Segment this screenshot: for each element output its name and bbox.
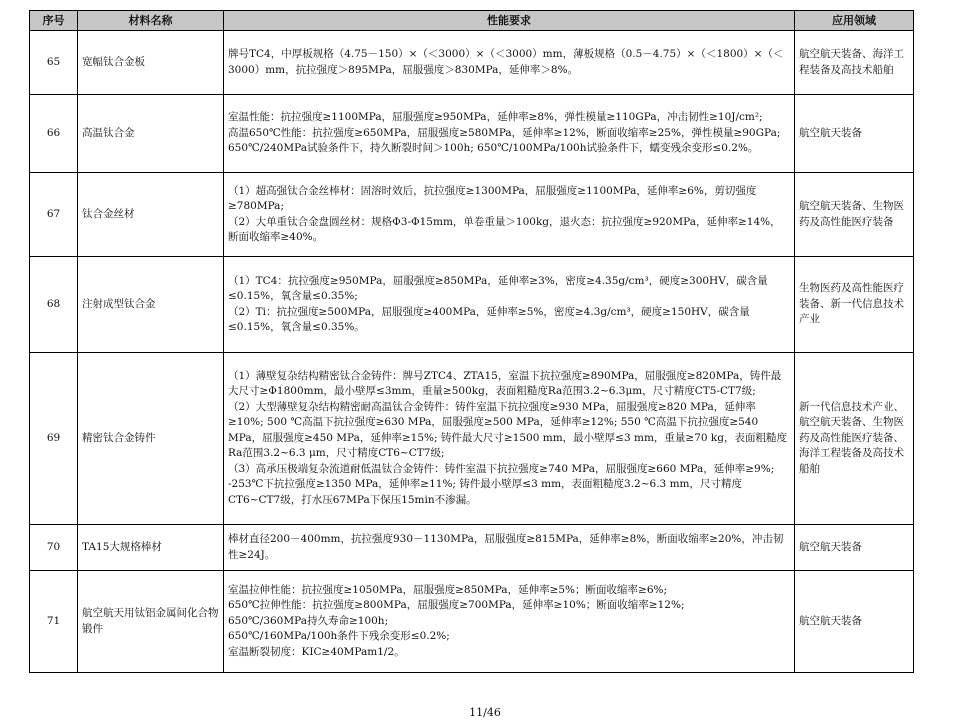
requirement-line: （3）高承压极端复杂流道耐低温钛合金铸件：铸件室温下抗拉强度≥740 MPa，屈服强度≥660 MPa，延伸率≥9%; -253℃下抗拉强度≥1350 MPa，延伸率≥11%; 铸件最小壁厚≤3 mm，表面粗糙度3.2~6.3 mm，尺寸精度CT6~CT7级，打水压67MPa下保压15min不渗漏。 bbox=[228, 462, 775, 506]
table-header-row bbox=[30, 11, 914, 31]
row-number: 67 bbox=[30, 173, 78, 257]
header-application: 应用领域 bbox=[795, 11, 914, 31]
requirements-cell bbox=[224, 257, 795, 353]
application-cell: 生物医药及高性能医疗装备、新一代信息技术产业 bbox=[795, 257, 914, 353]
header-no: 序号 bbox=[30, 11, 78, 31]
table-row bbox=[30, 31, 914, 95]
requirement-line: （2）大单重钛合金盘圆丝材：规格Φ3-Φ15mm，单卷重量＞100kg，退火态：抗拉强度≥920MPa，延伸率≥14%，断面收缩率≥40%。 bbox=[228, 215, 781, 243]
application-cell: 新一代信息技术产业、航空航天装备、生物医药及高性能医疗装备、海洋工程装备及高技术船舶 bbox=[795, 353, 914, 525]
page-number: 11/46 bbox=[469, 706, 501, 719]
header-material-name: 材料名称 bbox=[78, 11, 224, 31]
requirement-line: 室温性能：抗拉强度≥1100MPa，屈服强度≥950MPa，延伸率≥8%，弹性模量≥110GPa，冲击韧性≥10J/cm²; bbox=[228, 111, 763, 124]
requirement-line: 650℃/360MPa持久寿命≥100h; bbox=[228, 614, 389, 627]
material-name: 注射成型钛合金 bbox=[78, 257, 224, 353]
requirement-line: （1）TC4：抗拉强度≥950MPa，屈服强度≥850MPa，延伸率≥3%，密度≥4.35g/cm³，硬度≥300HV，碳含量≤0.15%，氧含量≤0.35%; bbox=[228, 274, 768, 302]
table-row bbox=[30, 173, 914, 257]
requirements-cell bbox=[224, 353, 795, 525]
requirement-line: 棒材直径200－400mm，抗拉强度930－1130MPa，屈服强度≥815MPa，延伸率≥8%，断面收缩率≥20%，冲击韧性≥24J。 bbox=[228, 533, 784, 561]
material-name: 航空航天用钛铝金属间化合物锻件 bbox=[78, 571, 224, 673]
row-number: 65 bbox=[30, 31, 78, 95]
requirement-line: （1）超高强钛合金丝棒材：固溶时效后，抗拉强度≥1300MPa，屈服强度≥1100MPa，延伸率≥6%，剪切强度≥780MPa; bbox=[228, 184, 757, 212]
requirement-line: 室温断裂韧度：KIC≥40MPam1/2。 bbox=[228, 645, 405, 658]
requirement-line: 高温650℃性能：抗拉强度≥650MPa，屈服强度≥580MPa，延伸率≥12%，断面收缩率≥25%，弹性模量≥90GPa; bbox=[228, 126, 781, 139]
application-cell: 航空航天装备 bbox=[795, 95, 914, 173]
row-number: 68 bbox=[30, 257, 78, 353]
application-cell: 航空航天装备 bbox=[795, 525, 914, 571]
material-name: 宽幅钛合金板 bbox=[78, 31, 224, 95]
requirements-cell bbox=[224, 31, 795, 95]
table-row bbox=[30, 257, 914, 353]
table-row bbox=[30, 571, 914, 673]
table-row bbox=[30, 353, 914, 525]
requirement-line: 650℃拉伸性能：抗拉强度≥800MPa，屈服强度≥700MPa，延伸率≥10%；断面收缩率≥12%; bbox=[228, 599, 685, 612]
application-cell: 航空航天装备 bbox=[795, 571, 914, 673]
requirement-line: 牌号TC4，中厚板规格（4.75－150）×（＜3000）×（＜3000）mm，薄板规格（0.5－4.75）×（＜1800）×（＜3000）mm，抗拉强度＞895MPa，屈服强度＞830MPa，延伸率＞8%。 bbox=[228, 48, 784, 76]
requirement-line: （2）大型薄壁复杂结构精密耐高温钛合金铸件：铸件室温下抗拉强度≥930 MPa，屈服强度≥820 MPa，延伸率≥10%; 500 ℃高温下抗拉强度≥630 MPa，屈服强度≥500 MPa，延伸率≥12%; 550 ℃高温下抗拉强度≥540 MPa，屈服强度≥450 MPa，延伸率≥15%; 铸件最大尺寸≥1500 mm，最小壁厚≤3 mm，重量≥70 kg，表面粗糙度Ra范围3.2~6.3 μm，尺寸精度CT6~CT7级; bbox=[228, 400, 787, 460]
requirements-cell bbox=[224, 571, 795, 673]
table-row bbox=[30, 525, 914, 571]
material-name: 钛合金丝材 bbox=[78, 173, 224, 257]
row-number: 66 bbox=[30, 95, 78, 173]
requirement-line: （1）薄壁复杂结构精密钛合金铸件：牌号ZTC4、ZTA15，室温下抗拉强度≥890MPa，屈服强度≥820MPa，铸件最大尺寸≥Φ1800mm，最小壁厚≤3mm，重量≥500kg，表面粗糙度Ra范围3.2~6.3μm，尺寸精度CT5-CT7级; bbox=[228, 369, 782, 398]
material-name: TA15大规格棒材 bbox=[78, 525, 224, 571]
material-name: 高温钛合金 bbox=[78, 95, 224, 173]
application-cell: 航空航天装备、生物医药及高性能医疗装备 bbox=[795, 173, 914, 257]
requirement-line: 室温拉伸性能：抗拉强度≥1050MPa，屈服强度≥850MPa，延伸率≥5%；断面收缩率≥6%; bbox=[228, 583, 668, 596]
requirements-cell bbox=[224, 95, 795, 173]
materials-table bbox=[29, 10, 914, 673]
application-cell: 航空航天装备、海洋工程装备及高技术船舶 bbox=[795, 31, 914, 95]
requirement-line: （2）Ti：抗拉强度≥500MPa，屈服强度≥400MPa，延伸率≥5%，密度≥4.3g/cm³，硬度≥150HV，碳含量≤0.15%，氧含量≤0.35%。 bbox=[228, 305, 750, 333]
row-number: 69 bbox=[30, 353, 78, 525]
material-name: 精密钛合金铸件 bbox=[78, 353, 224, 525]
row-number: 70 bbox=[30, 525, 78, 571]
requirements-cell bbox=[224, 173, 795, 257]
requirements-cell bbox=[224, 525, 795, 571]
table-row bbox=[30, 95, 914, 173]
requirement-line: 650℃/240MPa试验条件下，持久断裂时间＞100h; 650℃/100MPa/100h试验条件下，蠕变残余变形≤0.2%。 bbox=[228, 142, 759, 155]
header-requirements: 性能要求 bbox=[224, 11, 795, 31]
row-number: 71 bbox=[30, 571, 78, 673]
requirement-line: 650℃/160MPa/100h条件下残余变形≤0.2%; bbox=[228, 630, 450, 643]
